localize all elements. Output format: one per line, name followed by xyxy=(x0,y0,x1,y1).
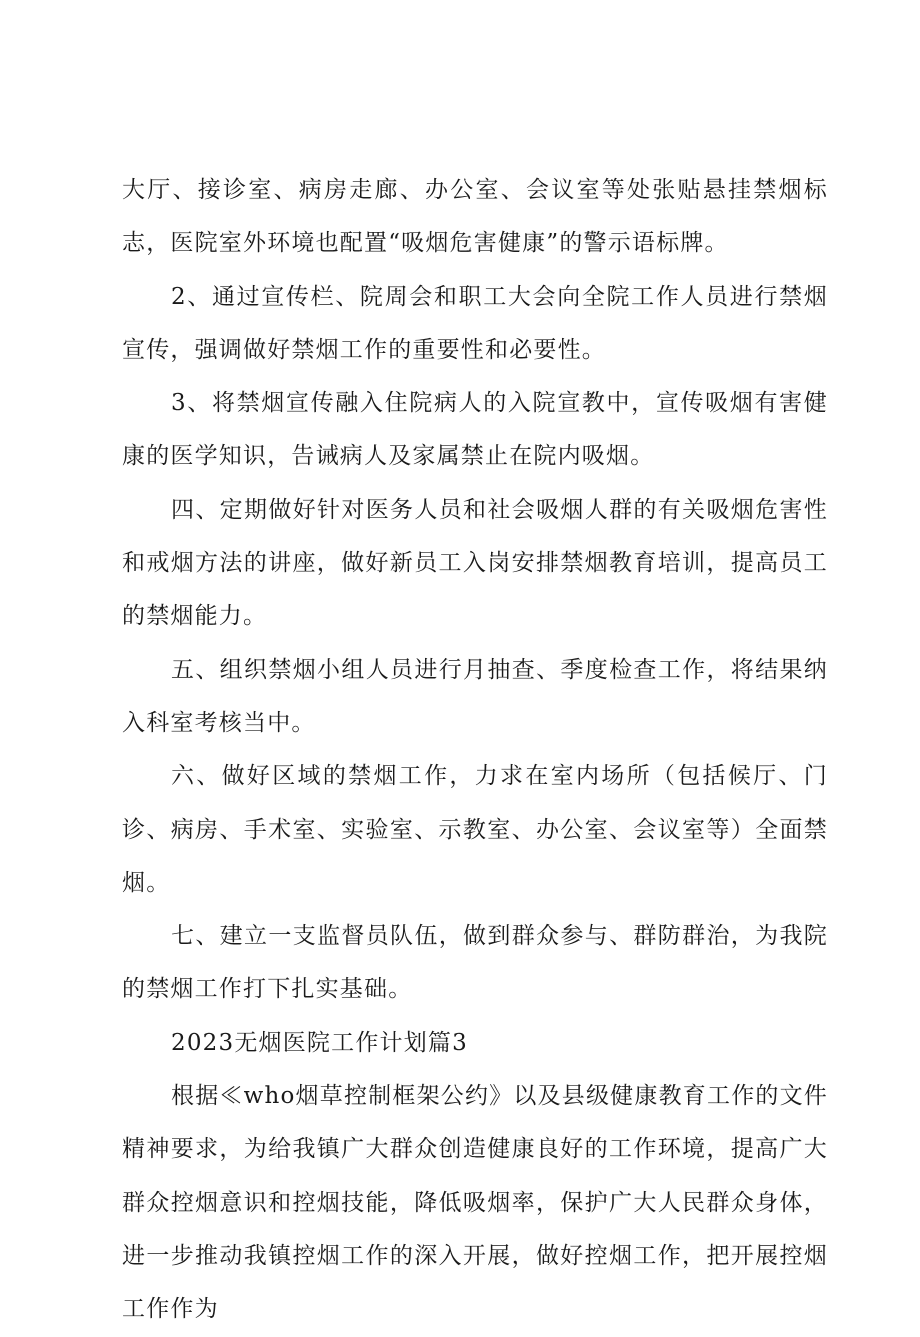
document-body xyxy=(122,164,828,1337)
paragraph-item-7-supervisors: 七、建立一支监督员队伍，做到群众参与、群防群治，为我院的禁烟工作打下扎实基础。 xyxy=(122,923,828,1003)
paragraph-continued-signage: 大厅、接诊室、病房走廊、办公室、会议室等处张贴悬挂禁烟标志，医院室外环境也配置“吸烟危害健康”的警示语标牌。 xyxy=(122,177,828,257)
paragraph-item-4-lectures: 四、定期做好针对医务人员和社会吸烟人群的有关吸烟危害性和戒烟方法的讲座，做好新员工入岗安排禁烟教育培训，提高员工的禁烟能力。 xyxy=(122,496,828,630)
section-heading: 2023无烟医院工作计划篇3 xyxy=(171,1029,468,1056)
paragraph-item-6-indoor-ban: 六、做好区域的禁烟工作，力求在室内场所（包括候厅、门诊、病房、手术室、实验室、示教室、办公室、会议室等）全面禁烟。 xyxy=(122,763,828,896)
paragraph-section-3-intro: 根据≪who烟草控制框架公约》以及县级健康教育工作的文件精神要求，为给我镇广大群众创造健康良好的工作环境，提高广大群众控烟意识和控烟技能，降低吸烟率，保护广大人民群众身体，进一步推动我镇控烟工作的深入开展，做好控烟工作，把开展控烟工作作为 xyxy=(122,1083,828,1323)
paragraph-item-5-inspection: 五、组织禁烟小组人员进行月抽查、季度检查工作，将结果纳入科室考核当中。 xyxy=(122,656,828,736)
paragraph-item-2-publicity: 2、通过宣传栏、院周会和职工大会向全院工作人员进行禁烟宣传，强调做好禁烟工作的重要性和必要性。 xyxy=(122,283,828,363)
paragraph-item-3-patient-education: 3、将禁烟宣传融入住院病人的入院宣教中，宣传吸烟有害健康的医学知识，告诫病人及家属禁止在院内吸烟。 xyxy=(122,390,828,470)
